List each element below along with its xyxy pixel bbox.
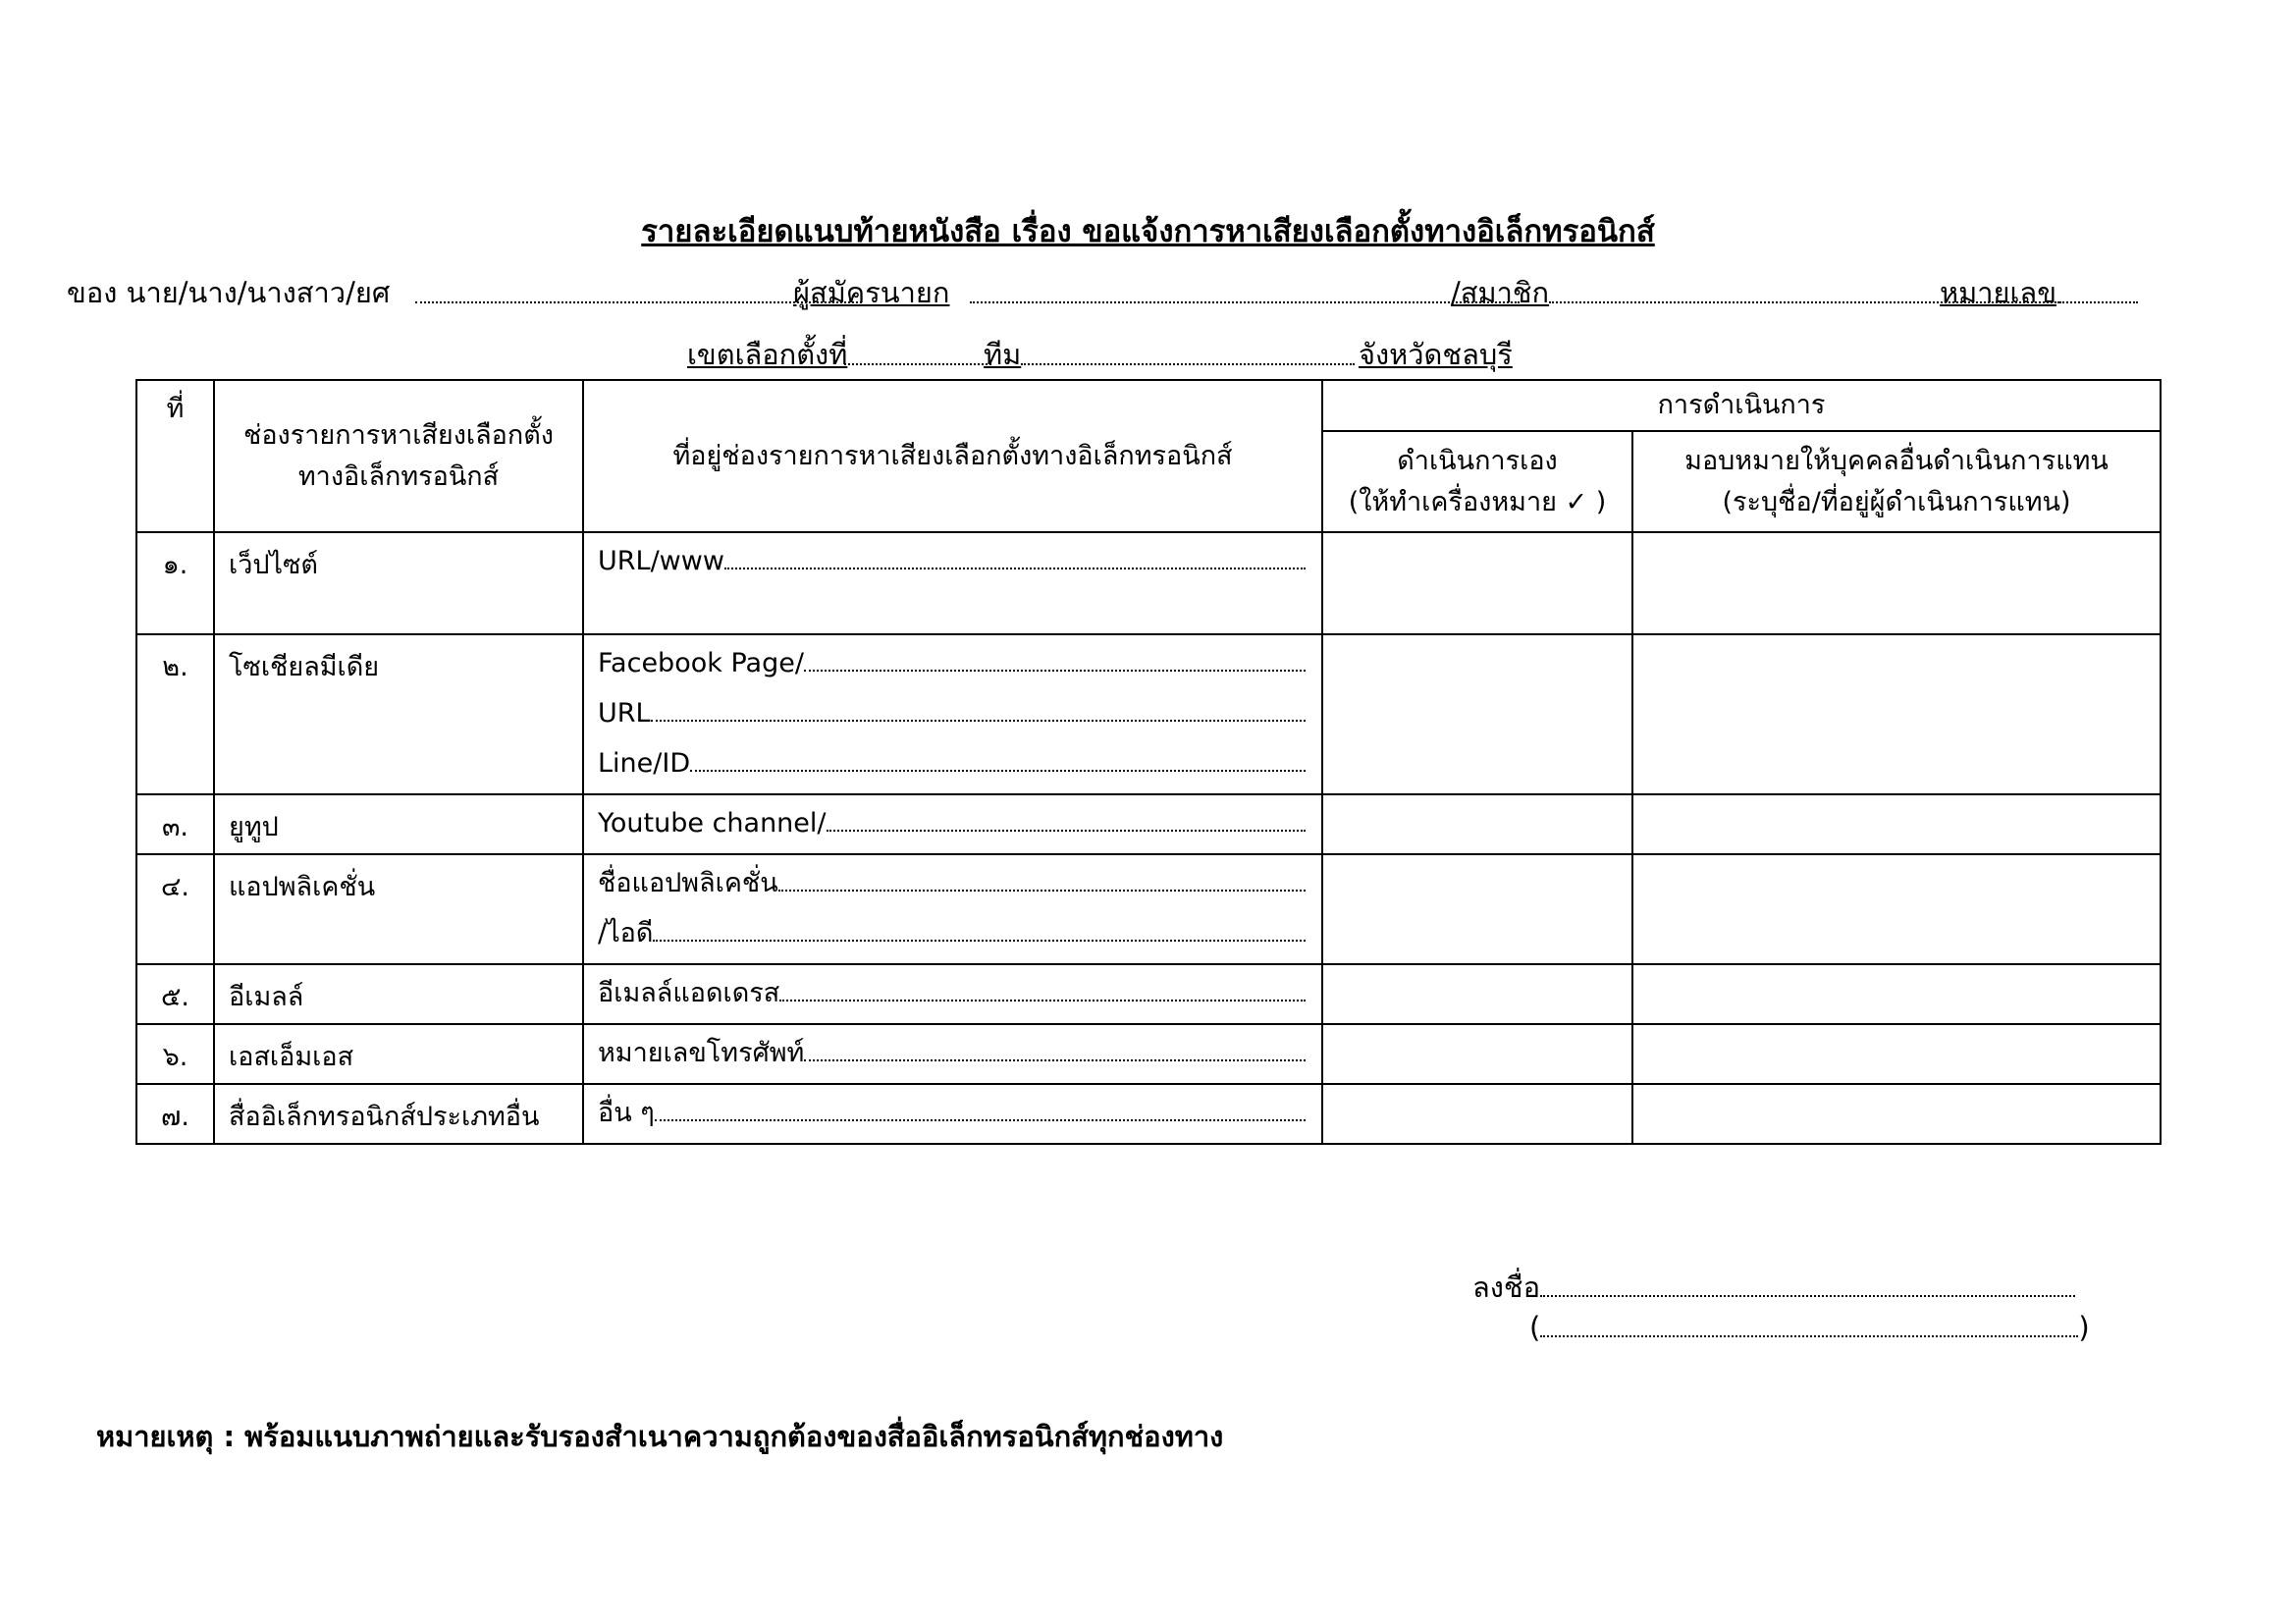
table-row (136, 532, 2161, 634)
row-number: ๒. (136, 634, 214, 794)
address-field-label: หมายเลขโทรศัพท์ (598, 1038, 805, 1068)
applicant-prefix-label: ของ นาย/นาง/นางสาว/ยศ (67, 276, 391, 309)
row-number: ๔. (136, 854, 214, 964)
header-channel: ช่องรายการหาเสียงเลือกตั้งทางอิเล็กทรอนิกส์ (214, 380, 583, 532)
address-field-label: Youtube channel/ (598, 808, 827, 839)
address-field[interactable] (598, 693, 1308, 743)
address-field-dotline (651, 720, 1306, 722)
address-field-label: URL/www (598, 546, 724, 576)
row-channel: แอปพลิเคชั่น (214, 854, 583, 964)
signature-name-line (1529, 1311, 2090, 1344)
header-delegate (1632, 431, 2161, 532)
row-channel: โซเชียลมีเดีย (214, 634, 583, 794)
address-field-dotline (690, 770, 1306, 772)
applicant-line (67, 270, 2148, 313)
header-delegate-note: (ระบุชื่อ/ที่อยู่ผู้ดำเนินการแทน) (1722, 486, 2071, 517)
delegate-operation-cell[interactable] (1632, 854, 2161, 964)
remark-note: หมายเหตุ : พร้อมแนบภาพถ่ายและรับรองสำเนาความถูกต้องของสื่ออิเล็กทรอนิกส์ทุกช่องทาง (96, 1420, 1224, 1453)
signature-label: ลงชื่อ (1472, 1271, 1541, 1304)
header-address: ที่อยู่ช่องรายการหาเสียงเลือกตั้งทางอิเล็กทรอนิกส์ (583, 380, 1322, 532)
address-field[interactable] (598, 803, 1308, 853)
address-field[interactable] (598, 1093, 1308, 1143)
province-label: จังหวัดชลบุรี (1359, 338, 1513, 371)
address-field-label: URL (598, 698, 651, 729)
delegate-operation-cell[interactable] (1632, 634, 2161, 794)
self-operation-cell[interactable] (1322, 794, 1632, 854)
row-address (583, 964, 1322, 1024)
address-field-dotline (724, 568, 1306, 569)
signature-line (1472, 1265, 2075, 1310)
address-field[interactable] (598, 913, 1308, 963)
delegate-operation-cell[interactable] (1632, 1024, 2161, 1084)
header-self (1322, 431, 1632, 532)
row-number: ๓. (136, 794, 214, 854)
table-row (136, 1084, 2161, 1144)
self-operation-cell[interactable] (1322, 532, 1632, 634)
delegate-operation-cell[interactable] (1632, 794, 2161, 854)
row-channel: สื่ออิเล็กทรอนิกส์ประเภทอื่น (214, 1084, 583, 1144)
signature-name-field[interactable] (1540, 1335, 2078, 1337)
row-address (583, 794, 1322, 854)
row-address (583, 854, 1322, 964)
address-field-label: Facebook Page/ (598, 648, 804, 678)
address-field[interactable] (598, 643, 1308, 693)
header-self-note: (ให้ทำเครื่องหมาย ✓ ) (1348, 486, 1607, 517)
number-field[interactable] (2059, 270, 2138, 303)
row-address (583, 1084, 1322, 1144)
document-title: รายละเอียดแนบท้ายหนังสือ เรื่อง ขอแจ้งการหาเสียงเลือกตั้งทางอิเล็กทรอนิกส์ (641, 214, 1655, 249)
row-address (583, 634, 1322, 794)
address-field[interactable] (598, 863, 1308, 913)
row-channel: อีเมลล์ (214, 964, 583, 1024)
delegate-operation-cell[interactable] (1632, 964, 2161, 1024)
address-field-label: /ไอดี (598, 918, 654, 948)
address-field[interactable] (598, 973, 1308, 1023)
address-field[interactable] (598, 541, 1308, 591)
candidate-label: ผู้สมัครนายก (793, 276, 950, 309)
address-field-dotline (655, 1119, 1306, 1121)
address-field-label: อื่น ๆ (598, 1098, 655, 1128)
address-field-dotline (804, 670, 1306, 672)
signature-close-paren: ) (2078, 1311, 2090, 1344)
row-address (583, 1024, 1322, 1084)
address-field[interactable] (598, 1033, 1308, 1083)
row-address (583, 532, 1322, 634)
member-label: /สมาชิก (1451, 276, 1550, 309)
row-number: ๑. (136, 532, 214, 634)
table-row (136, 1024, 2161, 1084)
self-operation-cell[interactable] (1322, 1084, 1632, 1144)
number-label: หมายเลข (1940, 276, 2057, 309)
signature-open-paren: ( (1529, 1311, 1541, 1344)
team-field[interactable] (1021, 332, 1355, 365)
district-field[interactable] (844, 332, 991, 365)
address-field-dotline (804, 1059, 1306, 1061)
address-field-label: ชื่อแอปพลิเคชั่น (598, 868, 778, 898)
channel-table (135, 379, 2162, 1145)
header-operation: การดำเนินการ (1322, 380, 2161, 431)
address-field-dotline (653, 940, 1306, 942)
row-channel: ยูทูป (214, 794, 583, 854)
address-field-dotline (827, 830, 1306, 832)
table-row (136, 794, 2161, 854)
address-field-dotline (778, 890, 1306, 892)
header-delegate-label: มอบหมายให้บุคคลอื่นดำเนินการแทน (1684, 445, 2109, 476)
row-number: ๗. (136, 1084, 214, 1144)
row-channel: เอสเอ็มเอส (214, 1024, 583, 1084)
self-operation-cell[interactable] (1322, 964, 1632, 1024)
team-label: ทีม (984, 338, 1022, 371)
district-label: เขตเลือกตั้งที่ (687, 338, 848, 371)
header-self-label: ดำเนินการเอง (1397, 445, 1558, 476)
header-no: ที่ (136, 380, 214, 532)
district-line (687, 332, 1571, 375)
table-row (136, 634, 2161, 794)
self-operation-cell[interactable] (1322, 634, 1632, 794)
address-field[interactable] (598, 743, 1308, 793)
table-row (136, 854, 2161, 964)
row-number: ๕. (136, 964, 214, 1024)
signature-field[interactable] (1540, 1295, 2075, 1297)
table-row (136, 964, 2161, 1024)
address-field-label: อีเมลล์แอดเดรส (598, 978, 780, 1008)
row-number: ๖. (136, 1024, 214, 1084)
self-operation-cell[interactable] (1322, 1024, 1632, 1084)
address-field-dotline (779, 1000, 1306, 1001)
delegate-operation-cell[interactable] (1632, 1084, 2161, 1144)
delegate-operation-cell[interactable] (1632, 532, 2161, 634)
candidate-field[interactable] (970, 270, 1520, 303)
address-field-label: Line/ID (598, 748, 691, 779)
self-operation-cell[interactable] (1322, 854, 1632, 964)
row-channel: เว็ปไซต์ (214, 532, 583, 634)
